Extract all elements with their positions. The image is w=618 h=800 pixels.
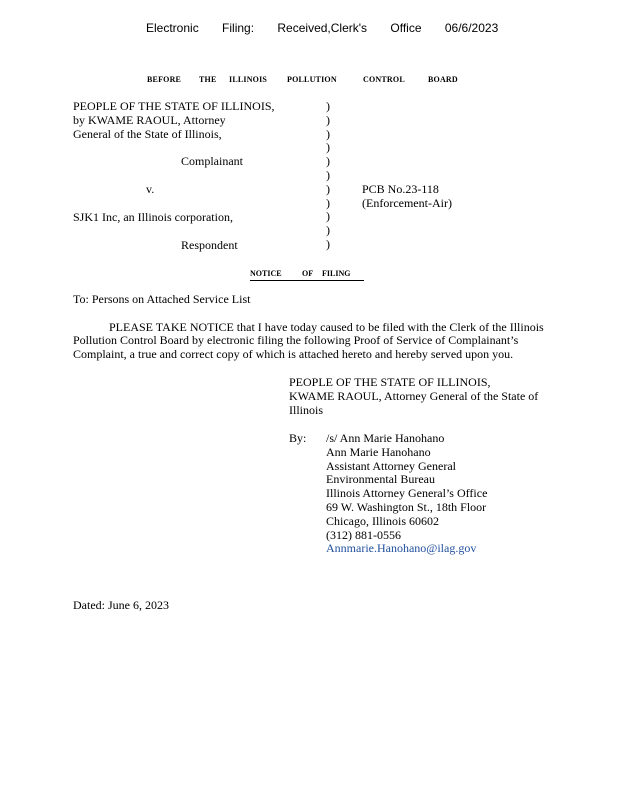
- header-filing: Filing:: [222, 21, 255, 35]
- signature-lines: [326, 432, 487, 556]
- paren: ): [326, 223, 330, 238]
- signature-line: Ann Marie Hanohano: [326, 444, 431, 459]
- paren: ): [326, 209, 330, 224]
- paren: ): [326, 99, 330, 113]
- notice-body-line: Complaint, a true and correct copy of which is attached hereto and hereby served upon you.: [73, 347, 514, 361]
- case-info: [362, 183, 452, 211]
- plaintiff-block: [73, 100, 275, 141]
- board-word: THE: [199, 75, 217, 84]
- signature-line: Illinois Attorney General’s Office: [326, 486, 488, 501]
- signature-party: [289, 376, 538, 417]
- defendant-name: SJK1 Inc, an Illinois corporation,: [73, 210, 233, 224]
- paren: ): [326, 126, 330, 141]
- plaintiff-line: PEOPLE OF THE STATE OF ILLINOIS,: [73, 99, 275, 113]
- notice-title: [250, 269, 364, 281]
- board-title: [147, 75, 458, 84]
- complainant-label: Complainant: [181, 154, 243, 168]
- board-word: BOARD: [428, 75, 458, 84]
- board-word: POLLUTION: [287, 75, 337, 84]
- header-office: Office: [390, 21, 422, 35]
- paren: ): [326, 195, 330, 210]
- paren: ): [326, 181, 330, 196]
- dated-line: Dated: June 6, 2023: [73, 598, 169, 612]
- notice-word: NOTICE: [250, 269, 282, 278]
- paren: ): [326, 167, 330, 182]
- signature-line: Assistant Attorney General: [326, 458, 456, 473]
- notice-word: OF: [302, 269, 314, 278]
- case-type: (Enforcement-Air): [362, 195, 452, 210]
- versus-label: v.: [146, 182, 155, 196]
- header-date: 06/6/2023: [444, 21, 499, 35]
- board-word: BEFORE: [147, 75, 182, 84]
- header-electronic: Electronic: [146, 21, 199, 35]
- signature-line: (312) 881-0556: [326, 527, 401, 542]
- signature-line: Chicago, Illinois 60602: [326, 513, 439, 528]
- by-label: By:: [289, 431, 307, 445]
- signature-line: /s/ Ann Marie Hanohano: [326, 431, 445, 445]
- party-line: PEOPLE OF THE STATE OF ILLINOIS,: [289, 375, 491, 389]
- paren: ): [326, 112, 330, 127]
- paren: ): [326, 236, 330, 251]
- notice-body-line: Pollution Control Board by electronic filing the following Proof of Service of Complainant’s: [73, 333, 519, 347]
- signature-line: Environmental Bureau: [326, 472, 435, 487]
- caption-parens: [326, 100, 330, 252]
- notice-word: FILING: [322, 269, 351, 278]
- board-word: CONTROL: [363, 75, 405, 84]
- notice-to: To: Persons on Attached Service List: [73, 292, 251, 306]
- paren: ): [326, 140, 330, 155]
- plaintiff-line: by KWAME RAOUL, Attorney: [73, 112, 226, 127]
- header-received: Received,Clerk's: [277, 21, 368, 35]
- efiling-header: [146, 21, 510, 35]
- email-link[interactable]: Annmarie.Hanohano@ilag.gov: [326, 541, 477, 556]
- signature-line: 69 W. Washington St., 18th Floor: [326, 499, 487, 514]
- case-number: PCB No.23-118: [362, 182, 439, 196]
- party-line: KWAME RAOUL, Attorney General of the State of: [289, 388, 539, 403]
- respondent-label: Respondent: [181, 238, 238, 252]
- plaintiff-line: General of the State of Illinois,: [73, 126, 222, 141]
- board-word: ILLINOIS: [229, 75, 268, 84]
- notice-body-line: PLEASE TAKE NOTICE that I have today caused to be filed with the Clerk of the Illinois: [109, 320, 544, 334]
- party-line: Illinois: [289, 402, 324, 417]
- paren: ): [326, 154, 330, 169]
